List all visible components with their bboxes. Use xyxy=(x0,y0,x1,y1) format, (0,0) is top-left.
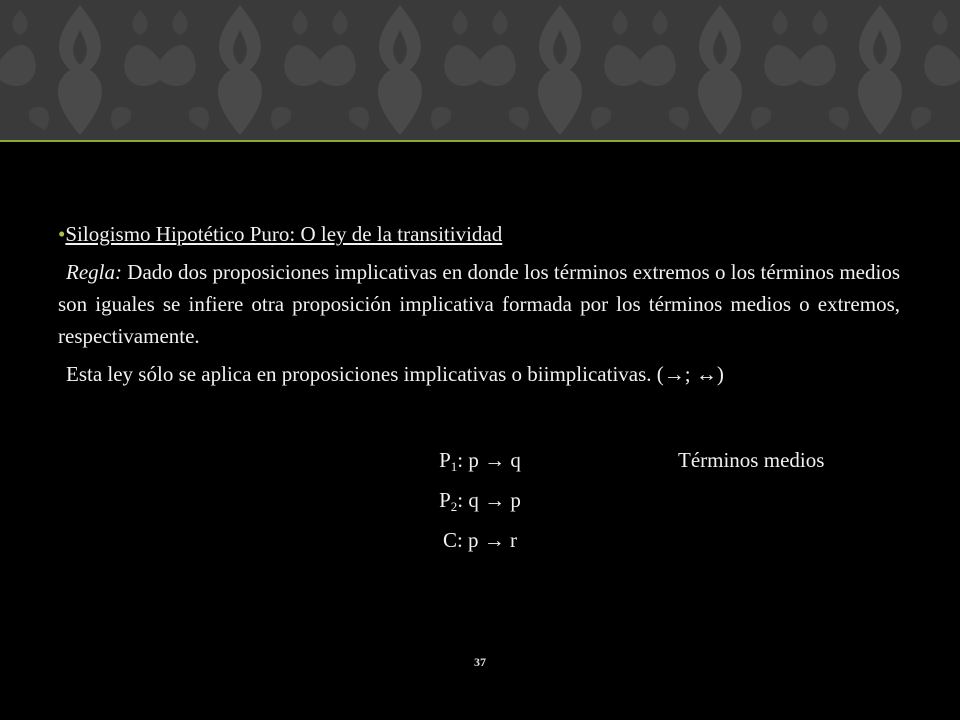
terms-label: Términos medios xyxy=(678,448,825,472)
rule-label: Regla: xyxy=(66,260,122,284)
premise-expression: : q → p xyxy=(457,488,521,512)
bullet-icon: • xyxy=(58,222,66,246)
premise-subscript: 2 xyxy=(450,499,458,514)
page-number: 37 xyxy=(474,655,486,669)
heading-text: Silogismo Hipotético Puro: O ley de la transitividad xyxy=(65,222,503,246)
damask-banner xyxy=(0,0,960,140)
accent-rule xyxy=(0,140,960,142)
note-paragraph: Esta ley sólo se aplica en proposiciones implicativas o biimplicativas. (→; ↔) xyxy=(66,362,724,386)
premise-expression: : p → q xyxy=(457,448,521,472)
premise-label: P xyxy=(439,488,451,512)
damask-pattern xyxy=(0,0,960,140)
conclusion-label: C xyxy=(442,528,457,552)
slide-heading xyxy=(58,218,900,250)
conclusion-expression: : p → r xyxy=(456,528,518,552)
rule-paragraph xyxy=(58,256,900,352)
premise-2 xyxy=(400,485,560,522)
rule-text: Dado dos proposiciones implicativas en donde los términos extremos o los términos medios son iguales se infiere otra proposición implicativa formada por los términos medios o extremos, respectivamente. xyxy=(58,260,900,348)
premise-label: P xyxy=(439,448,451,472)
premise-subscript: 1 xyxy=(450,459,458,474)
conclusion xyxy=(400,525,560,555)
premise-1 xyxy=(400,445,560,482)
slide-body xyxy=(58,218,900,390)
